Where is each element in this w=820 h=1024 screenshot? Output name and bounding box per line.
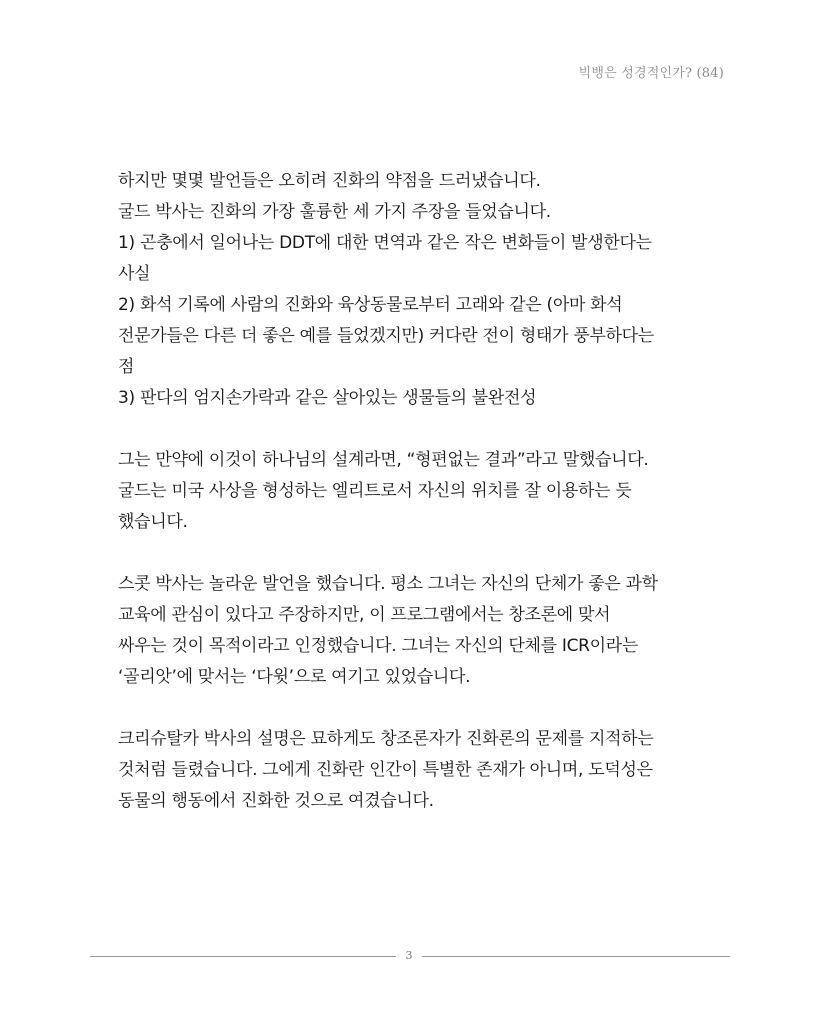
running-header-title: 빅뱅은 성경적인가? (84) <box>578 66 724 81</box>
paragraph-evolution-arguments <box>118 166 718 414</box>
text-line: 크리슈탈카 박사의 설명은 묘하게도 창조론자가 진화론의 문제를 지적하는 <box>118 729 654 749</box>
text-line: 했습니다. <box>118 512 188 532</box>
paragraph-gould <box>118 445 718 538</box>
text-line: 것처럼 들렸습니다. 그에게 진화란 인간이 특별한 존재가 아니며, 도덕성은 <box>118 760 653 780</box>
page-number: 3 <box>405 949 413 962</box>
text-line: 3) 판다의 엄지손가락과 같은 살아있는 생물들의 불완전성 <box>118 388 537 408</box>
paragraph-krishtalka <box>118 724 718 817</box>
text-line: 그는 만약에 이것이 하나님의 설계라면, “형편없는 결과”라고 말했습니다. <box>118 450 649 470</box>
page-footer <box>90 948 730 964</box>
text-line: 싸우는 것이 목적이라고 인정했습니다. 그녀는 자신의 단체를 ICR이라는 <box>118 636 639 656</box>
footer-rule-right <box>422 956 730 957</box>
text-line: 점 <box>118 357 135 377</box>
text-line: 1) 곤충에서 일어나는 DDT에 대한 면역과 같은 작은 변화들이 발생한다는 <box>118 233 652 253</box>
text-line: 전문가들은 다른 더 좋은 예를 들었겠지만) 커다란 전이 형태가 풍부하다는 <box>118 326 654 346</box>
text-line: 2) 화석 기록에 사람의 진화와 육상동물로부터 고래와 같은 (아마 화석 <box>118 295 623 315</box>
text-line: 동물의 행동에서 진화한 것으로 여겼습니다. <box>118 791 434 811</box>
body-text <box>118 166 718 817</box>
text-line: 굴드 박사는 진화의 가장 훌륭한 세 가지 주장을 들었습니다. <box>118 202 551 222</box>
paragraph-scott <box>118 569 718 693</box>
text-line: 교육에 관심이 있다고 주장하지만, 이 프로그램에서는 창조론에 맞서 <box>118 605 611 625</box>
text-line: 굴드는 미국 사상을 형성하는 엘리트로서 자신의 위치를 잘 이용하는 듯 <box>118 481 632 501</box>
footer-rule-left <box>90 956 396 957</box>
text-line: ‘골리앗’에 맞서는 ‘다윗’으로 여기고 있었습니다. <box>118 667 471 687</box>
text-line: 하지만 몇몇 발언들은 오히려 진화의 약점을 드러냈습니다. <box>118 171 541 191</box>
text-line: 스콧 박사는 놀라운 발언을 했습니다. 평소 그녀는 자신의 단체가 좋은 과학 <box>118 574 658 594</box>
text-line: 사실 <box>118 264 151 284</box>
